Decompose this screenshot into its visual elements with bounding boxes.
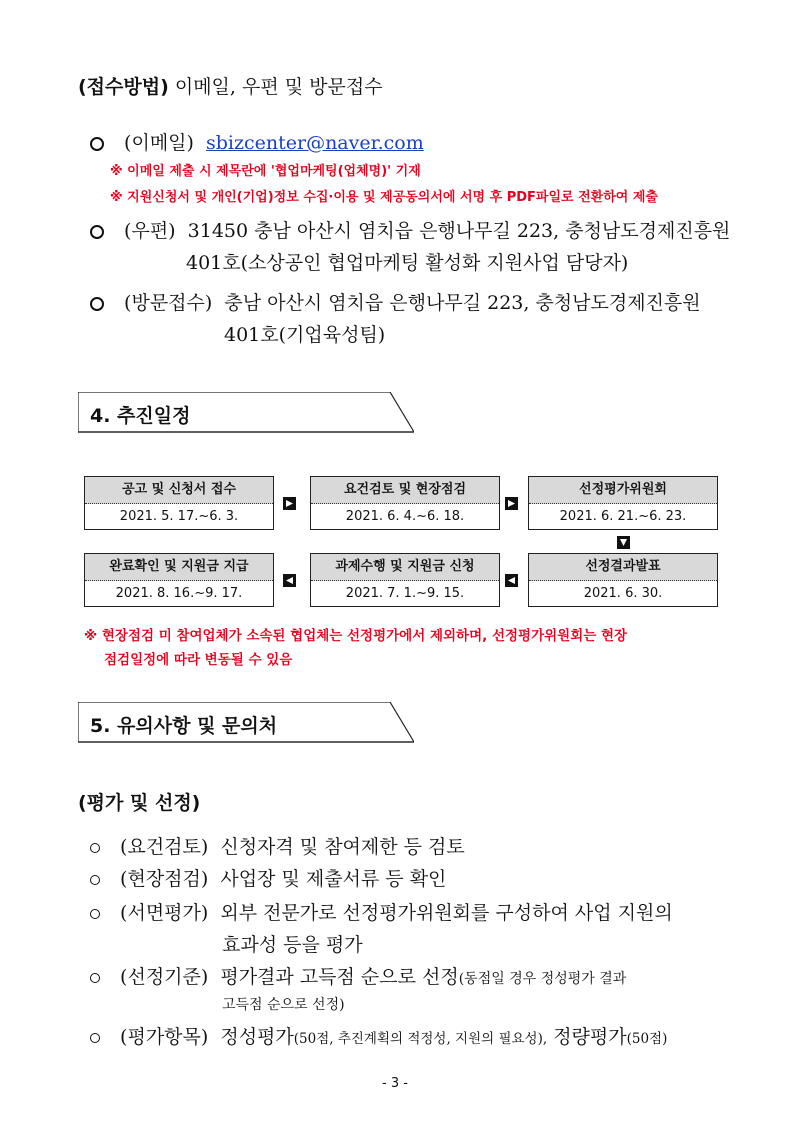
email-link[interactable]: sbizcenter@naver.com	[205, 132, 424, 154]
arrow-right-icon	[505, 497, 518, 510]
email-label: (이메일)	[124, 132, 194, 154]
bullet-circle-icon	[90, 875, 100, 885]
step-date: 2021. 6. 4.~6. 18.	[345, 509, 465, 524]
visit-label: (방문접수)	[124, 292, 213, 314]
arrow-down-icon	[617, 536, 630, 549]
schedule-step-6	[528, 553, 718, 607]
step-date: 2021. 7. 1.~9. 15.	[345, 586, 465, 601]
reception-label: (접수방법)	[78, 76, 169, 98]
eval-item-text: 외부 전문가로 선정평가위원회를 구성하여 사업 지원의	[220, 902, 673, 924]
reception-text: 이메일, 우편 및 방문접수	[174, 76, 383, 98]
visit-row	[90, 288, 701, 315]
schedule-step-2	[310, 476, 500, 530]
eval-item-2	[90, 864, 446, 891]
step-date: 2021. 6. 30.	[583, 586, 663, 601]
schedule-note-2: 점검일정에 따라 변동될 수 있음	[104, 652, 293, 668]
step-title: 완료확인 및 지원금 지급	[85, 554, 273, 581]
visit-address: 충남 아산시 염치읍 은행나무길 223, 충청남도경제진흥원	[224, 292, 701, 314]
bullet-circle-icon	[90, 225, 104, 239]
section5-header	[78, 702, 414, 744]
section4-title: 4. 추진일정	[90, 405, 191, 427]
eval-item-text: 정성평가	[220, 1026, 294, 1048]
eval-item-small-b: (50점)	[626, 1031, 668, 1047]
reception-heading	[78, 72, 383, 99]
post-address-line2: 401호(소상공인 협업마케팅 활성화 지원사업 담당자)	[186, 252, 629, 274]
eval-item-label: (요건검토)	[120, 836, 209, 858]
step-title: 과제수행 및 지원금 신청	[311, 554, 499, 581]
post-label: (우편)	[124, 220, 176, 242]
step-title: 요건검토 및 현장점검	[311, 477, 499, 504]
bullet-circle-icon	[90, 1033, 100, 1043]
eval-item-3-line2: 효과성 등을 평가	[222, 934, 363, 956]
schedule-step-3	[528, 476, 718, 530]
eval-item-text: 신청자격 및 참여제한 등 검토	[220, 836, 465, 858]
eval-item-label: (평가항목)	[120, 1026, 209, 1048]
eval-item-3	[90, 898, 673, 925]
arrow-right-icon	[283, 497, 296, 510]
arrow-left-icon	[283, 574, 296, 587]
bullet-circle-icon	[90, 297, 104, 311]
bullet-circle-icon	[90, 973, 100, 983]
eval-item-label: (선정기준)	[120, 966, 209, 988]
schedule-step-1	[84, 476, 274, 530]
schedule-step-5	[310, 553, 500, 607]
email-row	[90, 128, 424, 155]
section4-header	[78, 392, 414, 434]
step-title: 공고 및 신청서 접수	[85, 477, 273, 504]
eval-item-small: (50점, 추진계획의 적정성, 지원의 필요성),	[293, 1031, 548, 1047]
schedule-note-1: ※ 현장점검 미 참여업체가 소속된 협업체는 선정평가에서 제외하며, 선정평가위원회는 현장	[84, 628, 628, 644]
bullet-circle-icon	[90, 843, 100, 853]
post-row	[90, 216, 730, 243]
bullet-circle-icon	[90, 909, 100, 919]
visit-address-line2: 401호(기업육성팀)	[224, 324, 386, 346]
step-date: 2021. 8. 16.~9. 17.	[115, 586, 243, 601]
section5-title: 5. 유의사항 및 문의처	[90, 715, 278, 737]
schedule-step-4	[84, 553, 274, 607]
eval-item-5	[90, 1022, 667, 1049]
page-number: - 3 -	[382, 1076, 408, 1091]
evaluation-subtitle: (평가 및 선정)	[78, 792, 201, 814]
eval-item-label: (서면평가)	[120, 902, 209, 924]
step-date: 2021. 5. 17.~6. 3.	[119, 509, 239, 524]
eval-item-text-b: 정량평가	[553, 1026, 627, 1048]
email-note-2: ※ 지원신청서 및 개인(기업)정보 수집·이용 및 제공동의서에 서명 후 PDF파일로 전환하여 제출	[110, 190, 658, 205]
eval-item-4	[90, 962, 626, 989]
eval-item-text: 사업장 및 제출서류 등 확인	[220, 868, 447, 890]
bullet-circle-icon	[90, 137, 104, 151]
arrow-left-icon	[505, 574, 518, 587]
post-address: 31450 충남 아산시 염치읍 은행나무길 223, 충청남도경제진흥원	[187, 220, 731, 242]
eval-item-label: (현장점검)	[120, 868, 209, 890]
step-title: 선정평가위원회	[529, 477, 717, 504]
eval-item-text: 평가결과 고득점 순으로 선정	[220, 966, 459, 988]
email-note-1: ※ 이메일 제출 시 제목란에 '협업마케팅(업체명)' 기재	[110, 164, 421, 179]
step-date: 2021. 6. 21.~6. 23.	[559, 509, 687, 524]
eval-item-1	[90, 832, 465, 859]
eval-item-4-line2: 고득점 순으로 선정)	[222, 997, 345, 1013]
step-title: 선정결과발표	[529, 554, 717, 581]
eval-item-small: (동점일 경우 정성평가 결과	[458, 971, 627, 987]
